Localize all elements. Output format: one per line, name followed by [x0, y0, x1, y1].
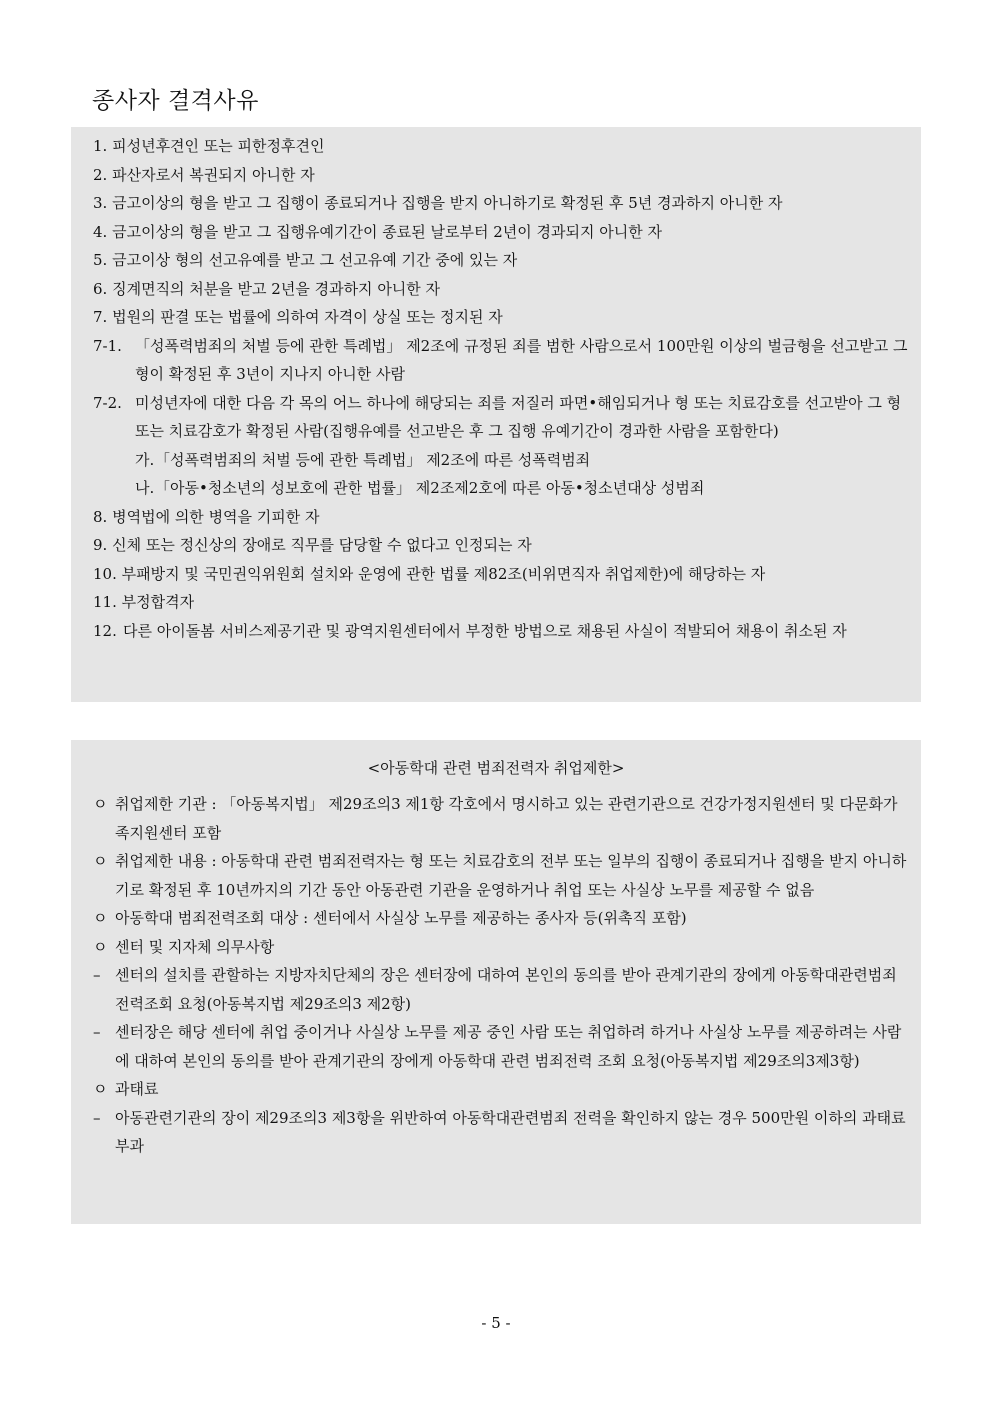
item-text: 부정합격자: [121, 593, 195, 611]
item-text: 센터의 설치를 관할하는 지방자치단체의 장은 센터장에 대하여 본인의 동의를 받아 관계기관의 장에게 아동학대관련범죄 전력조회 요청(아동복지법 제29조의3 제2항): [115, 966, 897, 1013]
item-label: 12.: [93, 621, 117, 640]
dash-icon: –: [93, 1108, 101, 1127]
dash-icon: –: [93, 966, 101, 984]
item-text: 법원의 판결 또는 법률에 의하여 자격이 상실 또는 정지된 자: [112, 308, 503, 326]
list-item: [93, 560, 908, 589]
item-text: 금고이상의 형을 받고 그 집행이 종료되거나 집행을 받지 아니하기로 확정된 후 5년 경과하지 아니한 자: [112, 194, 783, 212]
list-item: [93, 1075, 908, 1104]
list-subitem: [93, 446, 908, 475]
subitem-label: 나.: [135, 479, 155, 497]
list-item: [93, 847, 908, 904]
item-label: 1.: [93, 137, 108, 155]
list-item: [93, 531, 908, 560]
list-item: [93, 161, 908, 190]
list-item: [93, 218, 908, 247]
bullet-icon: ㅇ: [93, 937, 108, 956]
list-item: [93, 503, 908, 532]
item-text: 센터 및 지자체 의무사항: [115, 937, 275, 956]
item-label: 3.: [93, 194, 108, 212]
list-item: [93, 132, 908, 161]
list-item: [93, 790, 908, 847]
item-label: 7-2.: [93, 393, 122, 412]
item-label: 7.: [93, 308, 108, 326]
list-item: [93, 246, 908, 275]
bullet-icon: ㅇ: [93, 852, 108, 870]
list-item: [93, 303, 908, 332]
item-text: 다른 아이돌봄 서비스제공기관 및 광역지원센터에서 부정한 방법으로 채용된 사실이 적발되어 채용이 취소된 자: [123, 621, 847, 640]
restriction-title: <아동학대 관련 범죄전력자 취업제한>: [367, 759, 625, 777]
list-item: [93, 1018, 908, 1075]
item-text: 징계면직의 처분을 받고 2년을 경과하지 아니한 자: [112, 279, 441, 298]
item-label: 7-1.: [93, 336, 122, 355]
list-item: [93, 617, 908, 646]
item-text: 금고이상의 형을 받고 그 집행유예기간이 종료된 날로부터 2년이 경과되지 아니한 자: [112, 222, 662, 241]
list-item: [93, 189, 908, 218]
item-text: 신체 또는 정신상의 장애로 직무를 담당할 수 없다고 인정되는 자: [112, 536, 532, 554]
restriction-list: [93, 790, 908, 1161]
list-item: [93, 933, 908, 962]
page-number: - 5 -: [481, 1314, 511, 1332]
item-label: 11.: [93, 593, 117, 611]
item-label: 9.: [93, 536, 108, 554]
item-text: 금고이상 형의 선고유예를 받고 그 선고유예 기간 중에 있는 자: [112, 251, 518, 269]
subitem-text: 「성폭력범죄의 처벌 등에 관한 특례법」 제2조에 따른 성폭력범죄: [155, 450, 591, 469]
item-text: 병역법에 의한 병역을 기피한 자: [112, 507, 320, 526]
item-label: 5.: [93, 251, 108, 269]
list-item: [93, 275, 908, 304]
item-text: 부패방지 및 국민권익위원회 설치와 운영에 관한 법률 제82조(비위면직자 취업제한)에 해당하는 자: [121, 564, 766, 583]
list-item: [93, 389, 908, 446]
list-item: [93, 961, 908, 1018]
bullet-icon: ㅇ: [93, 795, 108, 813]
item-text: 센터장은 해당 센터에 취업 중이거나 사실상 노무를 제공 중인 사람 또는 취업하려 하거나 사실상 노무를 제공하려는 사람에 대하여 본인의 동의를 받아 관계기관의 장에게 아동학대 관련 범죄전력 조회 요청(아동복지법 제29조의3제3항): [115, 1023, 902, 1070]
item-label: 4.: [93, 222, 108, 241]
item-text: 미성년자에 대한 다음 각 목의 어느 하나에 해당되는 죄를 저질러 파면•해임되거나 형 또는 치료감호를 선고받아 그 형 또는 치료감호가 확정된 사람(집행유예를 선고받은 후 그 집행 유예기간이 경과한 사람을 포함한다): [135, 393, 902, 440]
subitem-text: 「아동•청소년의 성보호에 관한 법률」 제2조제2호에 따른 아동•청소년대상 성범죄: [155, 479, 705, 497]
item-text: 취업제한 내용 : 아동학대 관련 범죄전력자는 형 또는 치료감호의 전부 또는 일부의 집행이 종료되거나 집행을 받지 아니하기로 확정된 후 10년까지의 기간 동안 아동관련 기관을 운영하거나 취업 또는 사실상 노무를 제공할 수 없음: [115, 852, 907, 899]
item-text: 과태료: [115, 1080, 159, 1098]
list-item: [93, 904, 908, 933]
item-label: 8.: [93, 507, 108, 526]
list-subitem: [93, 474, 908, 503]
list-item: [93, 1104, 908, 1161]
list-item: [93, 332, 908, 389]
item-text: 아동관련기관의 장이 제29조의3 제3항을 위반하여 아동학대관련범죄 전력을 확인하지 않는 경우 500만원 이하의 과태료 부과: [115, 1108, 906, 1155]
item-text: 파산자로서 복권되지 아니한 자: [112, 165, 315, 184]
list-item: [93, 588, 908, 617]
bullet-icon: ㅇ: [93, 909, 108, 927]
item-text: 아동학대 범죄전력조회 대상 : 센터에서 사실상 노무를 제공하는 종사자 등(위촉직 포함): [115, 909, 687, 927]
subitem-label: 가.: [135, 450, 155, 469]
item-label: 2.: [93, 165, 108, 184]
item-text: 취업제한 기관 : 「아동복지법」 제29조의3 제1항 각호에서 명시하고 있는 관련기관으로 건강가정지원센터 및 다문화가족지원센터 포함: [115, 795, 898, 842]
dash-icon: –: [93, 1023, 101, 1041]
disqualification-list: [93, 132, 908, 645]
page-title: 종사자 결격사유: [92, 88, 259, 114]
item-label: 6.: [93, 279, 108, 298]
item-text: 「성폭력범죄의 처벌 등에 관한 특례법」 제2조에 규정된 죄를 범한 사람으로서 100만원 이상의 벌금형을 선고받고 그 형이 확정된 후 3년이 지나지 아니한 사람: [135, 336, 908, 383]
item-label: 10.: [93, 564, 117, 583]
bullet-icon: ㅇ: [93, 1080, 108, 1098]
item-text: 피성년후견인 또는 피한정후견인: [112, 137, 325, 155]
